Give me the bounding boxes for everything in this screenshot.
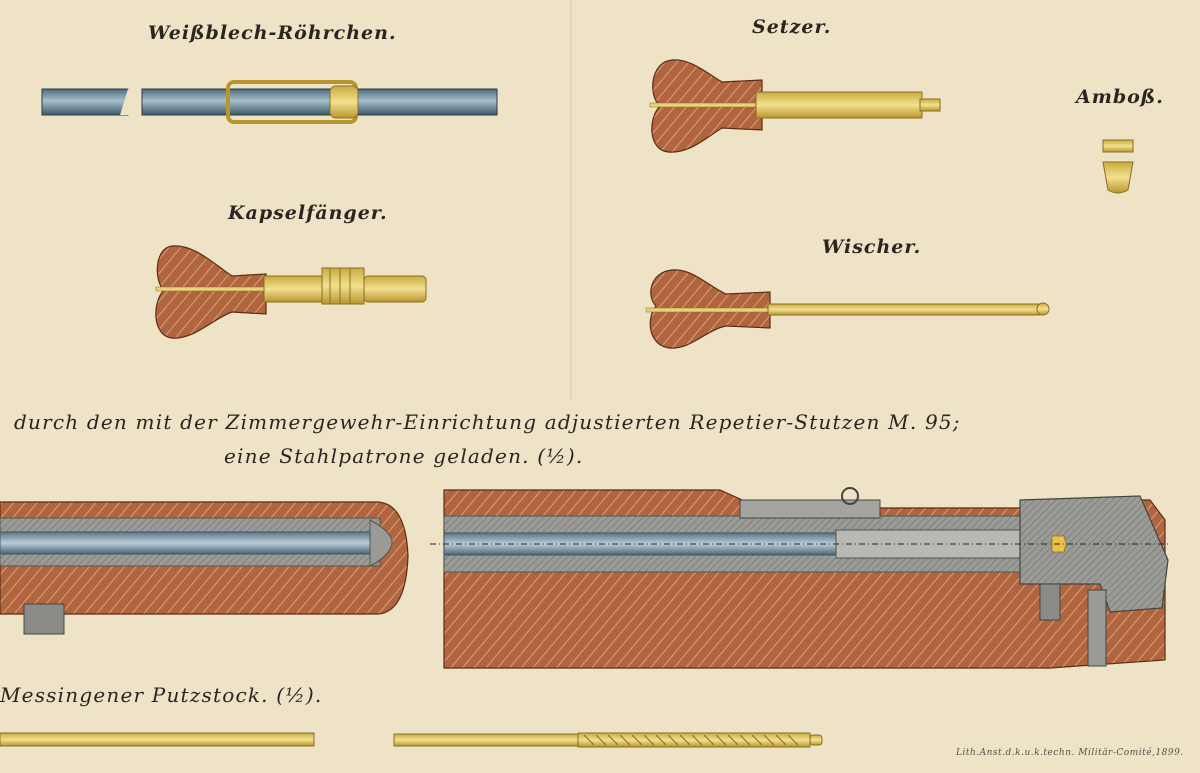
kapselfaenger-drawing xyxy=(156,246,426,338)
putzstock-label: Messingener Putzstock. (½). xyxy=(0,683,323,707)
kapselfaenger-label: Kapselfänger. xyxy=(228,202,388,224)
caption-line-1: durch den mit der Zimmergewehr-Einrichtung adjustierten Repetier-Stutzen M. 95; xyxy=(14,410,961,434)
wischer-drawing xyxy=(646,270,1049,348)
setzer-drawing xyxy=(650,60,940,152)
tube-drawing xyxy=(42,82,497,122)
amboss-drawing xyxy=(1103,140,1133,193)
rifle-section-right xyxy=(430,488,1168,668)
rifle-section-left xyxy=(0,502,408,634)
setzer-label: Setzer. xyxy=(752,16,832,38)
putzstock-drawing xyxy=(0,733,822,747)
caption-line-2: eine Stahlpatrone geladen. (½). xyxy=(224,444,584,468)
amboss-label: Amboß. xyxy=(1076,86,1164,108)
imprint-text: Lith.Anst.d.k.u.k.techn. Militär-Comité,1899. xyxy=(956,748,1184,758)
wischer-label: Wischer. xyxy=(822,236,922,258)
weissblech-label: Weißblech-Röhrchen. xyxy=(148,22,397,44)
